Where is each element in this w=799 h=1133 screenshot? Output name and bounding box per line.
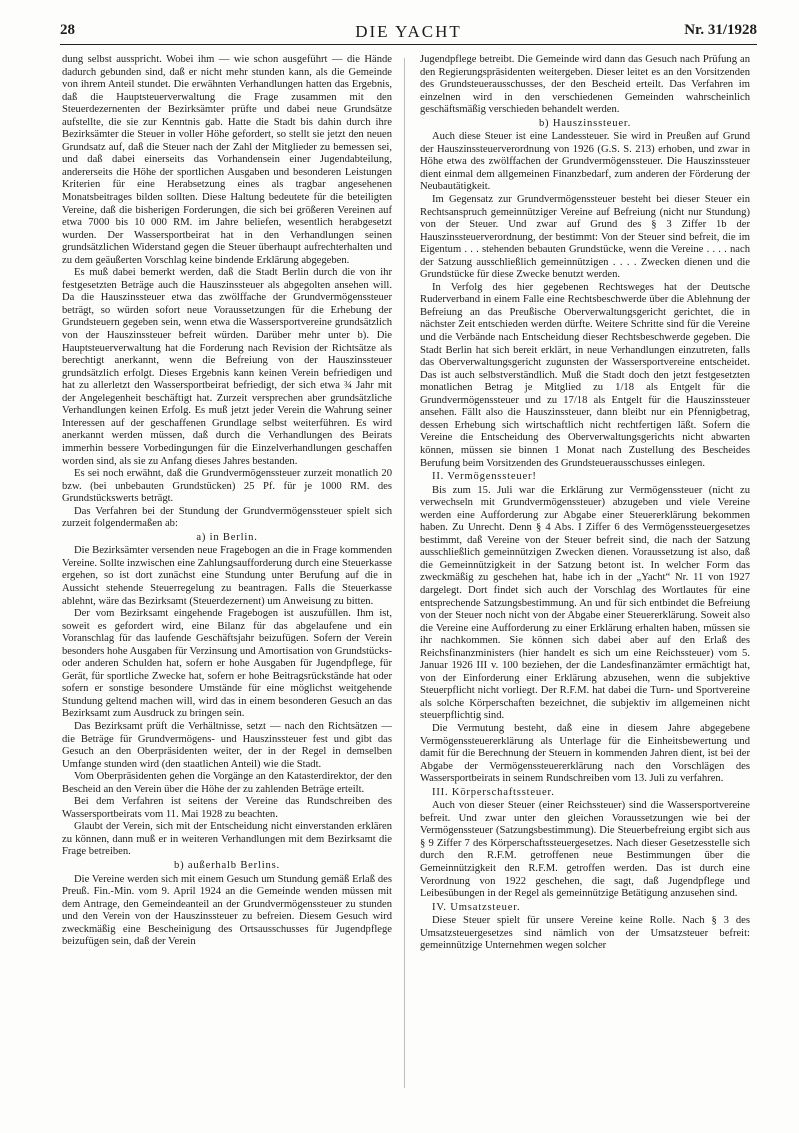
page-number: 28 (60, 22, 75, 38)
paragraph: Es muß dabei bemerkt werden, daß die Stadt Berlin durch die von ihr festgesetzten Beträge auch die Hauszinssteuer als abgegolten ansehen will. Da die Hauszinssteuer etwa das zwölffache der Grundvermögenssteuer beträgt, so würden sofort neue Voraussetzungen für die Erhebung der Grundsteuern gegeben sein, wenn etwa die Wassersportvereine grundsätzlich von der Hauszinssteuer befreit würden. Darüber mehr unter b). Die Hauptsteuerverwaltung hat die Forderung nach Revision der Richtsätze als berechtigt anerkannt, wenn die Befreiung von der Hauszinssteuer grundsätzlich erfolgt. Dieses Ergebnis kann keinen Verein befriedigen und hat zu allerletzt den Wassersportbeirat befriedigt, der sich etwa ¾ Jahr mit der Angelegenheit beschäftigt hat. Zurzeit versprechen aber grundsätzliche Verhandlungen keinen Erfolg. Es muß jetzt jeder Verein die Wahrung seiner Interessen auf der geschaffenen Grundlage selbst weiterführen. Es wird anerkannt werden müssen, daß durch die Verhandlungen des Beirats immerhin bessere Vorbedingungen für die Einzelverhandlungen geschaffen worden sind, als sie zu Anfang dieses Jahres bestanden. (62, 267, 392, 467)
subheading: b) außerhalb Berlins. (174, 860, 280, 871)
paragraph: Die Vereine werden sich mit einem Gesuch um Stundung gemäß Erlaß des Preuß. Fin.-Min. vom 9. April 1924 an die Gemeinde wenden müssen mit dem Antrage, den Gemeindeanteil an der Grundvermögenssteuer zu stunden und den Verein von der Hauszinssteuer zu befreien. Diesem Gesuch wird zweckmäßig eine Bescheinigung des Ortsausschusses für Jugendpflege beizufügen sein, daß der Verein (62, 873, 392, 948)
section-heading: III. Körperschaftssteuer. (432, 786, 555, 798)
paragraph: Auch von dieser Steuer (einer Reichssteuer) sind die Wassersportvereine befreit. Und zwar unter den gleichen Voraussetzungen wie bei der Vermögenssteuer (Satzungsbestimmung). Die Steuerbefreiung ergibt sich aus § 9 Ziffer 7 des Körperschaftssteuergesetzes. Nach dieser Gesetzesstelle sich durch den R.F.M. getroffenen neue Bestimmungen über die Gemeinnützigkeit den R.F.M. getroffen werden. Das ist durch eine Verordnung von 1922 geschehen, die sagt, daß Jugendpflege und Leibesübungen in der Regel als gemeinnützige Betätigung anzusehen sind. (420, 800, 750, 900)
paragraph: Im Gegensatz zur Grundvermögenssteuer besteht bei dieser Steuer ein Rechtsanspruch gemeinnütziger Vereine auf Befreiung (nicht nur Stundung) von der Steuer. Und zwar auf Grund des § 3 Ziffer 1b der Hauszinssteuerverordnung, der bestimmt: Von der Steuer sind befreit, die im Eigentum . . . stehenden bebauten Grundstücke, wenn die Vereine . . . . nach der Satzung ausschließlich gemeinnützigen . . . . Zwecken dienen und die Grundstücke für diese Zwecke benutzt werden. (420, 194, 750, 281)
paragraph: Jugendpflege betreibt. Die Gemeinde wird dann das Gesuch nach Prüfung an den Regierungspräsidenten weitergeben. Dieser leitet es an den Vorsitzenden des Grundsteuerausschusses, der den Bescheid erteilt. Das Verfahren im einzelnen wird in den verschiedenen Gemeinden wahrscheinlich geschäftsmäßig verschieden behandelt werden. (420, 54, 750, 116)
paragraph: Bei dem Verfahren ist seitens der Vereine das Rundschreiben des Wassersportbeirats vom 11. Mai 1928 zu beachten. (62, 796, 392, 820)
column-divider (404, 58, 405, 1088)
paragraph: Diese Steuer spielt für unsere Vereine keine Rolle. Nach § 3 des Umsatzsteuergesetzes sind nämlich von der Umsatzsteuer befreit: gemeinnützige Unternehmen wegen solcher (420, 915, 750, 952)
paragraph: Das Bezirksamt prüft die Verhältnisse, setzt — nach den Richtsätzen — die Beträge für Grundvermögens- und Hauszinssteuer fest und gibt das Gesuch an den Oberpräsidenten weiter, der in der Regel in demselben Umfange stunden wird (den staatlichen Anteil) wie die Stadt. (62, 720, 392, 770)
left-column (62, 54, 392, 949)
paragraph: Auch diese Steuer ist eine Landessteuer. Sie wird in Preußen auf Grund der Hauszinssteuerverordnung von 1926 (G.S. S. 213) erhoben, und zwar in Höhe etwa des zwölffachen der Grundvermögenssteuer. Die Hauszinssteuer dient einmal dem allgemeinen Finanzbedarf, zum anderen der Förderung der Neubautätigkeit. (420, 131, 750, 193)
journal-title: DIE YACHT (355, 22, 462, 41)
paragraph: dung selbst ausspricht. Wobei ihm — wie schon ausgeführt — die Hände dadurch gebunden sind, daß er nicht mehr stunden kann, als die Gemeinde von ihrem Anteil stundet. Die erwähnten Verhandlungen hatten das Ergebnis, daß die Hauptsteuerverwaltung die Frage zusammen mit den Steuerdezernenten der Bezirksämter prüfte und dabei neue Grundsätze aufstellte, die sie zur Kenntnis gab. Hatte die Stadt bis dahin durch ihre Bezirksämter die Steuer in voller Höhe gefordert, so stellt sie jetzt den neuen Grundsatz auf, daß die Steuer nach der Zahl der Mitglieder zu bemessen sei, und daß dabei einerseits das Vorhandensein einer Jugendabteilung, andererseits die Höhe der sportlichen Ausgaben und besonderen Leistungen Kriterien für eine Herabsetzung eines als tragbar angesehenen Monatsbeitrages bilden sollten. Diese Haltung bedeutete für die beteiligten Vereine, daß die bisherigen Forderungen, die sich bei größeren Vereinen auf etwa 7000 bis 10 000 RM. im Jahre beliefen, wesentlich herabgesetzt wurden. Der Wassersportbeirat hat in den Verhandlungen seinen grundsätzlichen Widerstand gegen die Steuer überhaupt aufrechterhalten und zu dem geäußerten Vorschlag keine bindende Erklärung abgegeben. (62, 54, 392, 266)
paragraph: Der vom Bezirksamt eingehende Fragebogen ist auszufüllen. Ihm ist, soweit es gefordert wird, eine Bilanz für das abgelaufene und ein Voranschlag für das laufende Geschäftsjahr beizufügen. Sofern der Verein besonders hohe Ausgaben für Verzinsung und Amortisation von Grundstücks- oder anderen Schulden hat, sofern er hohe Ausgaben für Jugendpflege, für Gerät, für sportliche Zwecke hat, sofern er hohe Beitragsrückstände hat oder sofern er sonstige besondere Umstände für eine möglichst weitgehende Stundung geltend machen will, wird das in einem besonderen Gesuch an das Bezirksamt zum Ausdruck zu bringen sein. (62, 608, 392, 720)
page-header (60, 22, 757, 45)
paragraph: Vom Oberpräsidenten gehen die Vorgänge an den Katasterdirektor, der den Bescheid an den Verein über die Höhe der zu zahlenden Beträge erteilt. (62, 771, 392, 795)
paragraph: Es sei noch erwähnt, daß die Grundvermögenssteuer zurzeit monatlich 20 bzw. (bei unbebauten Grundstücken) 25 Pf. für je 1000 RM. des Grundstückswerts beträgt. (62, 468, 392, 505)
right-column (420, 54, 750, 953)
paragraph: Bis zum 15. Juli war die Erklärung zur Vermögenssteuer (nicht zu verwechseln mit Grundvermögenssteuer) abzugeben und viele Vereine werden eine Aufforderung zur Abgabe einer Steuererklärung bekommen haben. Zu Unrecht. Denn § 4 Abs. I Ziffer 6 des Vermögenssteuergesetzes bestimmt, daß Vereine von der Steuer befreit sind, die nach der Satzung ausschließlich gemeinnützigen Zwecken dienen. Voraussetzung ist also, daß die Gemeinnützigkeit in der Satzung betont ist. In welcher Form das zweckmäßig zu geschehen hat, habe ich in der „Yacht“ Nr. 11 von 1927 dargelegt. Dort findet sich auch der Vorschlag des Wortlautes für eine entsprechende Satzungsbestimmung. An und für sich entbindet die Befreiung von der Steuer noch nicht von der Abgabe einer Steuererklärung. Soweit also die Vereine eine Aufforderung zu einer Erklärung erhalten haben, müssen sie ihr nachkommen. Sie können sich dabei aber auf den Erlaß des Reichsfinanzministers (hier handelt es sich um eine Reichssteuer) vom 5. Januar 1926 III v. 100 beziehen, der die Landesfinanzämter ermächtigt hat, von der Einforderung einer Erklärung abzusehen, wenn die subjektive Steuerpflicht nicht vorliegt. Der R.F.M. hat dabei die Turn- und Sportvereine als solche Körperschaften bezeichnet, die subjektiv im allgemeinen nicht steuerpflichtig sind. (420, 484, 750, 722)
section-heading: II. Vermögenssteuer! (432, 471, 537, 483)
section-heading: IV. Umsatzsteuer. (432, 901, 521, 913)
paragraph: Das Verfahren bei der Stundung der Grundvermögenssteuer spielt sich zurzeit folgendermaßen ab: (62, 505, 392, 530)
subheading: a) in Berlin. (196, 531, 258, 543)
paragraph: In Verfolg des hier gegebenen Rechtsweges hat der Deutsche Ruderverband in einem Falle eine Rechtsbeschwerde über die Ablehnung der Befreiung an das Preußische Oberverwaltungsgericht gerichtet, die in nächster Zeit entschieden werden dürfte. Weitere Schritte sind für die Vereine und die Verbände nach Entscheidung dieser Rechtsbeschwerde gegeben. Die Stadt Berlin hat sich bereit erklärt, in neue Verhandlungen einzutreten, falls das Oberverwaltungsgericht zugunsten der Wassersportvereine entscheidet. Das ist auch selbstverständlich. Muß die Stadt doch den jetzt festgesetzten monatlichen Betrag je Mitglied zu 1/18 als Entgelt für die Grundvermögenssteuer und zu 17/18 als Entgelt für die Hauszinssteuer ansehen. Fällt also die Hauszinssteuer, dann bleibt nur ein Pfennigbetrag, dessen Erhebung sich wirtschaftlich nicht rechtfertigen läßt. Sofern die Vereine die Entscheidung des Oberverwaltungsgerichts nicht abwarten können, müssen sie binnen 1 Monat nach Zustellung des Bescheides Berufung beim Vorsitzenden des Grundsteuerausschusses einlegen. (420, 281, 750, 469)
paragraph: Die Vermutung besteht, daß eine in diesem Jahre abgegebene Vermögenssteuererklärung als Unterlage für die Einheitsbewertung und damit für die Berechnung der Steuern in kommenden Jahren dient, ist bei der Abgabe der Vermögenssteuererklärung nach den Vorschlägen des Wassersportbeirats in seinem Rundschreiben vom 13. Juli zu verfahren. (420, 722, 750, 785)
issue-number: Nr. 31/1928 (684, 22, 757, 38)
paragraph: Glaubt der Verein, sich mit der Entscheidung nicht einverstanden erklären zu können, dann muß er in weiteren Verhandlungen mit dem Bezirksamt die Frage betreiben. (62, 821, 392, 858)
paragraph: Die Bezirksämter versenden neue Fragebogen an die in Frage kommenden Vereine. Sollte inzwischen eine Zahlungsaufforderung durch eine Steuerkasse ergehen, so ist dort zunächst eine Stundung unter Berufung auf die in Aussicht stehende Steuerregelung zu beantragen. Falls die Steuerkasse ablehnt, wäre das Bezirksamt (Steuerdezernent) um Anweisung zu bitten. (62, 545, 392, 607)
subheading: b) Hauszinssteuer. (538, 117, 632, 129)
